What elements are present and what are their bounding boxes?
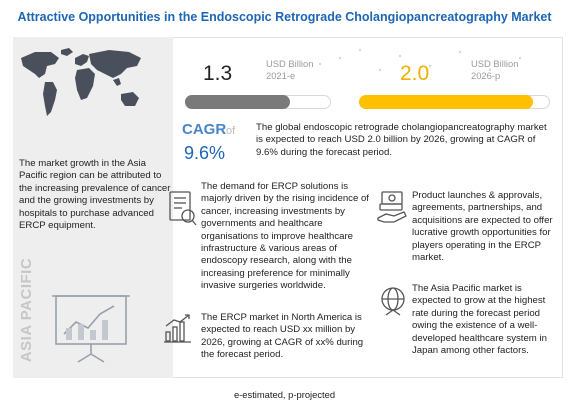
stat-2021-unit-label: USD Billion xyxy=(266,58,314,69)
asia-pacific-description: The market growth in the Asia Pacific region can be attributed to the increasing prevalence of cancer and the growing investments by hospitals to purchase advanced ERCP equipment. xyxy=(19,158,171,232)
world-map-icon xyxy=(17,44,147,122)
stat-2021-unit xyxy=(266,58,313,82)
stat-2026-year: 2026-p xyxy=(471,70,501,81)
demand-text: The demand for ERCP solutions is majorly driven by the rising incidence of cancer, increasing investments by governments and healthcare organisations to improve healthcare infrastructure & various areas of endoscopy research, along with the increasing preference for minimally invasive surgeries worldwide. xyxy=(201,181,369,292)
cagr-of: of xyxy=(226,125,236,137)
stat-2021-value: 1.3 xyxy=(203,62,233,85)
document-analysis-icon xyxy=(168,190,198,228)
launches-text: Product launches & approvals, agreements, partnerships, and acquisitions are expected to offer lucrative growth opportunities for players operating in the ERCP market. xyxy=(412,190,553,264)
bar-2026 xyxy=(359,95,533,109)
money-hand-icon xyxy=(376,190,408,226)
growth-chart-icon xyxy=(163,312,193,344)
stat-2026-value: 2.0 xyxy=(400,62,430,85)
presentation-chart-icon xyxy=(48,288,134,364)
north-america-text: The ERCP market in North America is expected to reach USD xx million by 2026, growing at CAGR of xx% during the forecast period. xyxy=(201,312,364,361)
bar-2021 xyxy=(185,95,290,109)
cagr-description: The global endoscopic retrograde cholangiopancreatography market is expected to reach USD 2.0 billion by 2026, growing at CAGR of 9.6% during the forecast period. xyxy=(256,122,547,158)
stat-2026-unit xyxy=(471,58,518,82)
stat-2026-unit-label: USD Billion xyxy=(471,58,519,69)
region-label-text: ASIA PACIFIC xyxy=(18,257,35,363)
cagr-value: 9.6% xyxy=(184,143,226,163)
region-label xyxy=(13,250,41,370)
page-title: Attractive Opportunities in the Endoscopic Retrograde Cholangiopancreatography Market xyxy=(17,10,552,24)
asia-pacific-text: The Asia Pacific market is expected to grow at the highest rate during the forecast period owing the existence of a well-developed healthcare system in Japan among other factors. xyxy=(412,283,547,357)
footer-note: e-estimated, p-projected xyxy=(233,389,336,400)
globe-icon xyxy=(379,285,409,317)
stat-2021-year: 2021-e xyxy=(266,70,296,81)
cagr-label: CAGR xyxy=(182,121,227,138)
